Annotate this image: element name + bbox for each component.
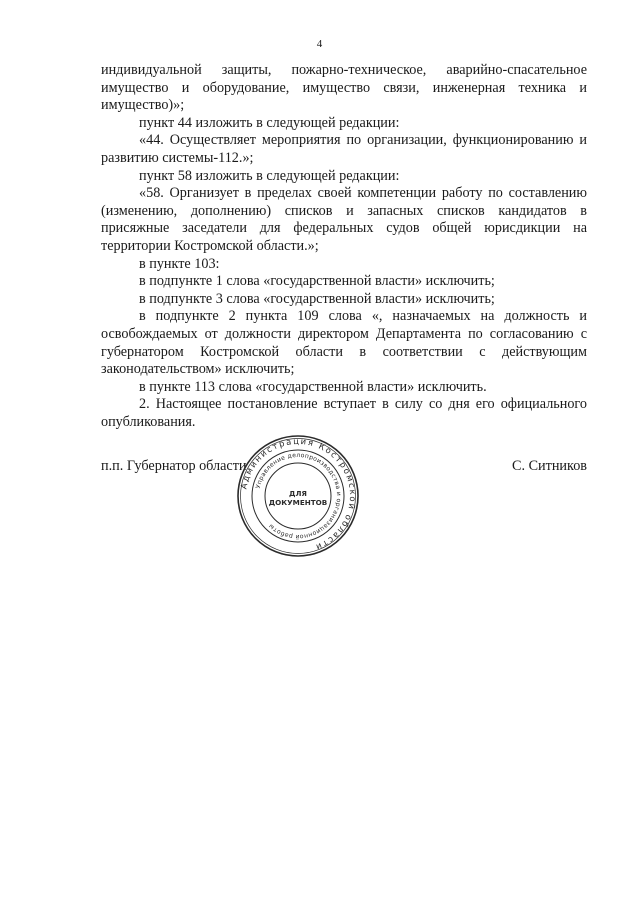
- document-body: [101, 62, 587, 431]
- paragraph: 2. Настоящее постановление вступает в силу со дня его официального опубликования.: [101, 396, 587, 430]
- paragraph: индивидуальной защиты, пожарно-техническое, аварийно-спасательное имущество и оборудование, имущество связи, инженерная техника и имущество)»;: [101, 62, 587, 114]
- paragraph: в подпункте 2 пункта 109 слова «, назначаемых на должность и освобождаемых от должности директором Департамента по согласованию с губернатором Костромской области в соответствии с действующим законодательством» исключить;: [101, 308, 587, 378]
- paragraph: в подпункте 3 слова «государственной власти» исключить;: [139, 290, 495, 307]
- svg-text:Администрация Костромской обла: Администрация Костромской области: [238, 435, 359, 554]
- svg-text:Управление делопроизводства и: Управление делопроизводства и организационной работы: [254, 451, 343, 541]
- paragraph: «44. Осуществляет мероприятия по организации, функционированию и развитию системы-112.»;: [101, 132, 587, 166]
- paragraph: пункт 58 изложить в следующей редакции:: [139, 167, 400, 184]
- paragraph: пункт 44 изложить в следующей редакции:: [139, 114, 400, 131]
- svg-text:ДОКУМЕНТОВ: ДОКУМЕНТОВ: [268, 498, 328, 507]
- stamp-seal-icon: [236, 434, 360, 558]
- official-stamp: [236, 434, 360, 558]
- paragraph: в пункте 113 слова «государственной власти» исключить.: [139, 378, 487, 395]
- paragraph: «58. Организует в пределах своей компетенции работу по составлению (изменению, дополнению) списков и запасных списков кандидатов в присяжные заседатели для федеральных судов общей юрисдикции на территории Костромской области.»;: [101, 185, 587, 254]
- paragraph: в пункте 103:: [139, 255, 220, 272]
- page-number: 4: [316, 38, 323, 50]
- signatory-position: п.п. Губернатор области: [101, 458, 247, 474]
- svg-text:ДЛЯ: ДЛЯ: [289, 489, 307, 498]
- paragraph: в подпункте 1 слова «государственной власти» исключить;: [139, 273, 495, 290]
- signatory-name: С. Ситников: [512, 458, 587, 474]
